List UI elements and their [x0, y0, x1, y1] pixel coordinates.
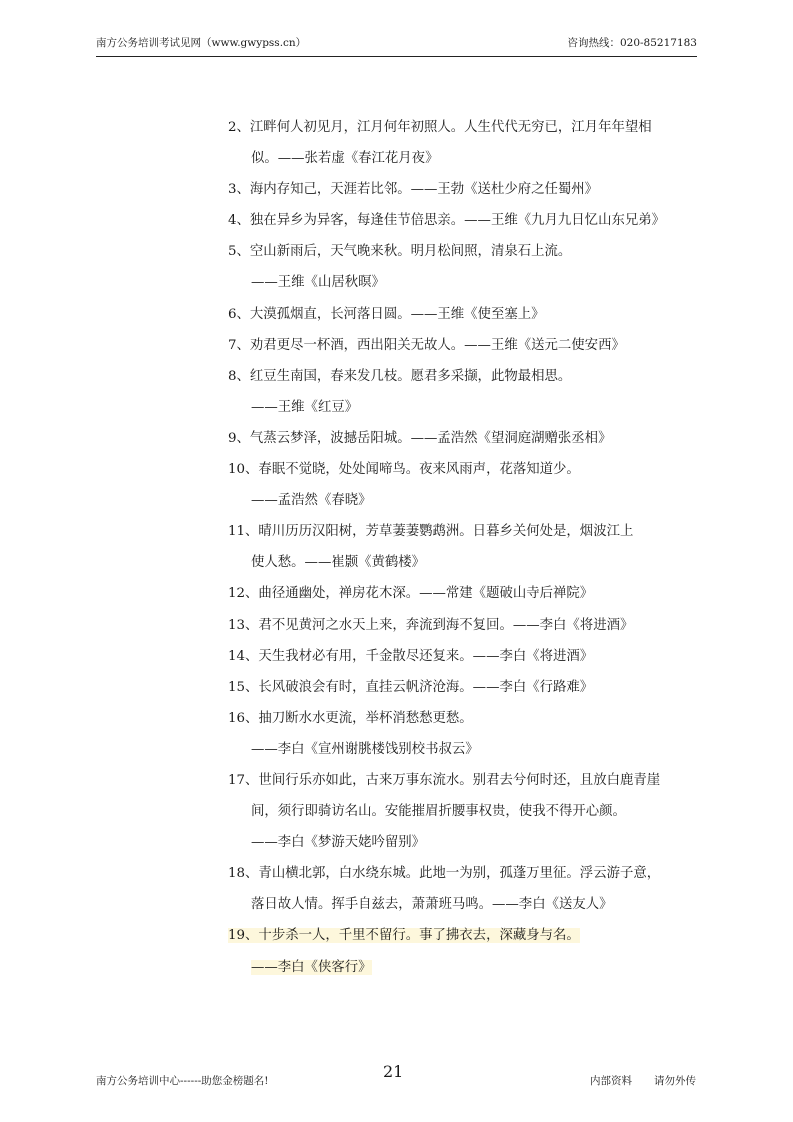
- quote-continuation-line: [228, 547, 688, 578]
- footer-slogan: 南方公务培训中心------助您金榜题名!: [96, 1075, 269, 1087]
- quote-continuation-line: [228, 734, 688, 765]
- quote-text: 9、气蒸云梦泽，波撼岳阳城。——孟浩然《望洞庭湖赠张丞相》: [228, 430, 612, 446]
- page-number: 21: [383, 1062, 404, 1081]
- quote-item: [228, 174, 688, 205]
- quote-text: ——李白《侠客行》: [251, 959, 372, 975]
- quote-text: ——李白《宣州谢朓楼饯别校书叔云》: [251, 741, 479, 757]
- quote-line: [228, 330, 688, 361]
- header-hotline: 咨询热线：020-85217183: [567, 37, 697, 49]
- quote-line: [228, 361, 688, 392]
- quote-item: [228, 672, 688, 703]
- quote-item: [228, 299, 688, 330]
- quote-item: [228, 112, 688, 174]
- quote-text: ——王维《山居秋暝》: [251, 275, 385, 291]
- quote-text: 2、江畔何人初见月，江月何年初照人。人生代代无穷已，江月年年望相: [228, 120, 652, 135]
- quote-text: 使人愁。——崔颢《黄鹤楼》: [251, 555, 426, 571]
- quote-text: 12、曲径通幽处，禅房花木深。——常建《题破山寺后禅院》: [228, 586, 594, 602]
- quote-item: [228, 765, 688, 858]
- quote-item: [228, 610, 688, 641]
- quote-text: 8、红豆生南国，春来发几枝。愿君多采撷，此物最相思。: [228, 368, 572, 384]
- quote-text: ——李白《梦游天姥吟留别》: [251, 835, 426, 851]
- quote-text: 7、劝君更尽一杯酒，西出阳关无故人。——王维《送元二使安西》: [228, 337, 625, 353]
- quote-item: [228, 361, 688, 423]
- quote-text: 间，须行即骑访名山。安能摧眉折腰事权贵，使我不得开心颜。: [251, 804, 626, 820]
- quote-line: [228, 765, 688, 796]
- quote-line: [228, 672, 688, 703]
- quote-item: [228, 858, 688, 920]
- quote-line: [228, 454, 688, 485]
- quote-line: [228, 578, 688, 609]
- page-header: [96, 34, 697, 57]
- footer-notice: [590, 1073, 696, 1088]
- quote-text: ——孟浩然《春晓》: [251, 493, 372, 509]
- quote-line: [228, 299, 688, 330]
- quote-text: 3、海内存知己，天涯若比邻。——王勃《送杜少府之任蜀州》: [228, 182, 599, 198]
- quote-line: [228, 112, 688, 143]
- quote-line: [228, 641, 688, 672]
- footer-no-distribute-label: 请勿外传: [654, 1075, 696, 1087]
- quote-text: 11、晴川历历汉阳树，芳草萋萋鹦鹉洲。日暮乡关何处是，烟波江上: [228, 524, 634, 540]
- quote-continuation-line: [228, 889, 688, 920]
- quote-continuation-line: [228, 952, 688, 983]
- quote-line: [228, 205, 688, 236]
- quote-text: 似。——张若虚《春江花月夜》: [251, 151, 439, 167]
- quote-item: [228, 205, 688, 236]
- quote-item: [228, 236, 688, 298]
- quote-text: 13、君不见黄河之水天上来，奔流到海不复回。——李白《将进酒》: [228, 617, 634, 633]
- quote-item: [228, 423, 688, 454]
- quote-line: [228, 610, 688, 641]
- quote-continuation-line: [228, 827, 688, 858]
- quote-item: [228, 641, 688, 672]
- quote-text: 15、长风破浪会有时，直挂云帆济沧海。——李白《行路难》: [228, 679, 594, 695]
- quote-item: [228, 578, 688, 609]
- header-site-name: 南方公务培训考试见网（www.gwypss.cn）: [96, 37, 307, 49]
- quote-continuation-line: [228, 392, 688, 423]
- quote-continuation-line: [228, 796, 688, 827]
- quote-line: [228, 703, 688, 734]
- quote-continuation-line: [228, 143, 688, 174]
- quote-text: 19、十步杀一人，千里不留行。事了拂衣去，深藏身与名。: [228, 928, 580, 944]
- quote-item: [228, 516, 688, 578]
- quote-item: [228, 920, 688, 982]
- quote-item: [228, 454, 688, 516]
- quote-line: [228, 920, 688, 951]
- quote-item: [228, 330, 688, 361]
- quote-item: [228, 703, 688, 765]
- quote-text: 6、大漠孤烟直，长河落日圆。——王维《使至塞上》: [228, 306, 545, 322]
- quote-continuation-line: [228, 485, 688, 516]
- quote-text: ——王维《红豆》: [251, 399, 359, 415]
- quote-line: [228, 174, 688, 205]
- quote-text: 14、天生我材必有用，千金散尽还复来。——李白《将进酒》: [228, 648, 594, 664]
- quote-list: [228, 112, 688, 983]
- quote-text: 16、抽刀断水水更流，举杯消愁愁更愁。: [228, 710, 473, 726]
- quote-text: 18、青山横北郭，白水绕东城。此地一为别，孤蓬万里征。浮云游子意，: [228, 866, 661, 882]
- quote-line: [228, 516, 688, 547]
- quote-text: 落日故人情。挥手自兹去，萧萧班马鸣。——李白《送友人》: [251, 897, 613, 913]
- quote-text: 17、世间行乐亦如此，古来万事东流水。别君去兮何时还，且放白鹿青崖: [228, 772, 661, 788]
- quote-text: 4、独在异乡为异客，每逢佳节倍思亲。——王维《九月九日忆山东兄弟》: [228, 213, 666, 229]
- quote-line: [228, 236, 688, 267]
- quote-text: 5、空山新雨后，天气晚来秋。明月松间照，清泉石上流。: [228, 244, 572, 260]
- quote-line: [228, 858, 688, 889]
- quote-line: [228, 423, 688, 454]
- quote-text: 10、春眠不觉晓，处处闻啼鸟。夜来风雨声，花落知道少。: [228, 462, 580, 478]
- quote-continuation-line: [228, 267, 688, 298]
- footer-internal-label: 内部资料: [590, 1075, 632, 1087]
